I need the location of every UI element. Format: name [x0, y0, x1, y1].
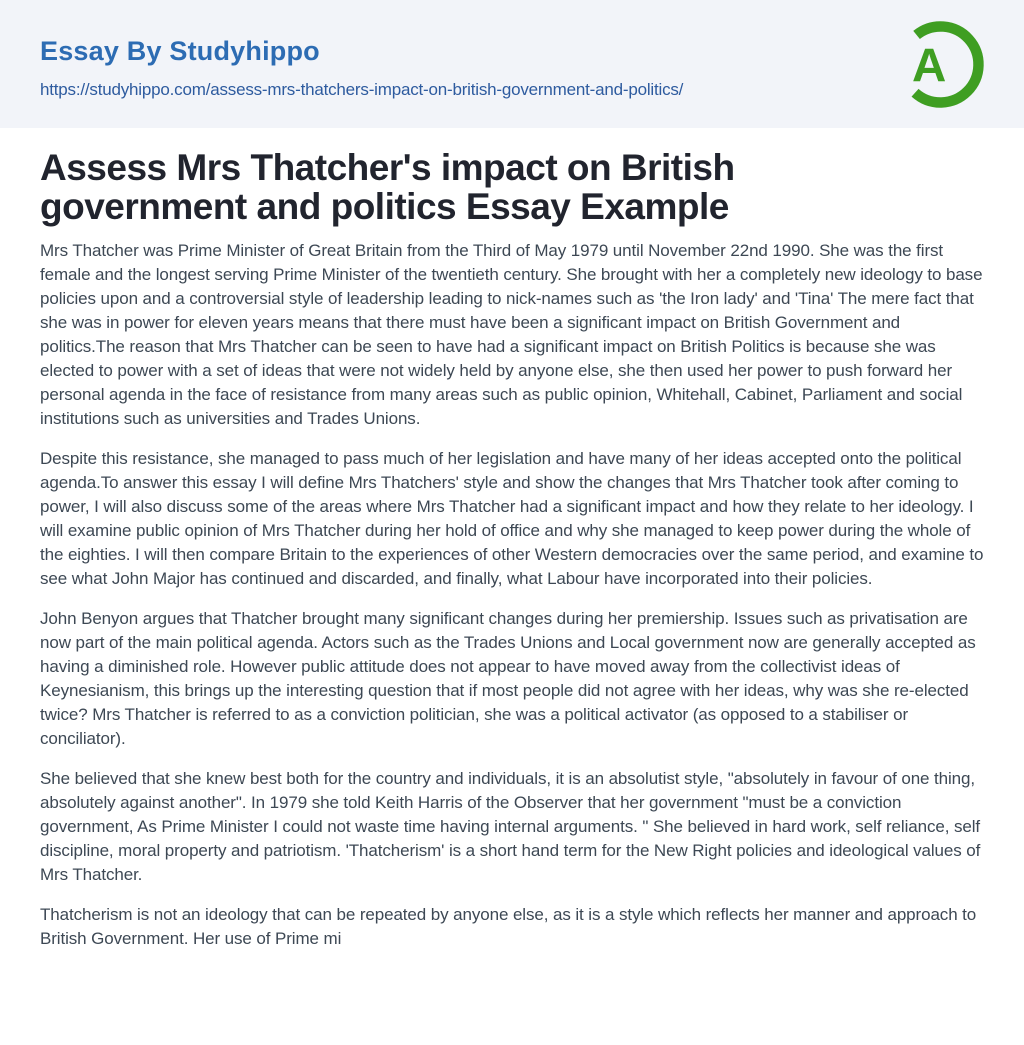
- essay-paragraph-4: She believed that she knew best both for the country and individuals, it is an absolutist style, "absolutely in favour of one thing, absolutely against another". In 1979 she told Keith Harris of the Observer that her government "must be a conviction government, As Prime Minister I could not waste time having internal arguments. " She believed in hard work, self reliance, self discipline, moral property and patriotism. 'Thatcherism' is a short hand term for the New Right policies and ideological values of Mrs Thatcher.: [40, 769, 981, 885]
- page-header: [0, 0, 1024, 128]
- essay-content: [0, 128, 1024, 951]
- essay-paragraph-3: John Benyon argues that Thatcher brought many significant changes during her premiership. Issues such as privatisation are now part of the main political agenda. Actors such as the Trades Unions and Local government now are generally accepted as having a diminished role. However public attitude does not appear to have moved away from the collectivist ideas of Keynesianism, this brings up the interesting question that if most people did not agree with her ideas, why was she re-elected twice? Mrs Thatcher is referred to as a conviction politician, she was a political activator (as opposed to a stabiliser or conciliator).: [40, 609, 976, 749]
- essay-paragraph-1: Mrs Thatcher was Prime Minister of Great Britain from the Third of May 1979 until November 22nd 1990. She was the first female and the longest serving Prime Minister of the twentieth century. She brought with her a completely new ideology to base policies upon and a controversial style of leadership leading to nick-names such as 'the Iron lady' and 'Tina' The mere fact that she was in power for eleven years means that there must have been a significant impact on British Government and politics.The reason that Mrs Thatcher can be seen to have had a significant impact on British Politics is because she was elected to power with a set of ideas that were not widely held by anyone else, she then used her power to push forward her personal agenda in the face of resistance from many areas such as public opinion, Whitehall, Cabinet, Parliament and social institutions such as universities and Trades Unions.: [40, 241, 983, 429]
- brand-block: [40, 28, 683, 100]
- logo-letter: A: [911, 39, 947, 93]
- studyhippo-logo-icon: [893, 17, 988, 112]
- essay-paragraph-5: Thatcherism is not an ideology that can be repeated by anyone else, as it is a style which reflects her manner and approach to British Government. Her use of Prime mi: [40, 905, 977, 949]
- brand-title: Essay By Studyhippo: [40, 36, 320, 66]
- page-url[interactable]: https://studyhippo.com/assess-mrs-thatchers-impact-on-british-government-and-politics/: [40, 80, 684, 99]
- essay-paragraph-2: Despite this resistance, she managed to pass much of her legislation and have many of her ideas accepted onto the political agenda.To answer this essay I will define Mrs Thatchers' style and show the changes that Mrs Thatcher took after coming to power, I will also discuss some of the areas where Mrs Thatcher had a significant impact and how they relate to her ideology. I will examine public opinion of Mrs Thatcher during her hold of office and why she managed to keep power during the whole of the eighties. I will then compare Britain to the experiences of other Western democracies over the same period, and examine to see what John Major has continued and discarded, and finally, what Labour have incorporated into their policies.: [40, 449, 984, 589]
- page-title: Assess Mrs Thatcher's impact on British government and politics Essay Example: [40, 147, 735, 228]
